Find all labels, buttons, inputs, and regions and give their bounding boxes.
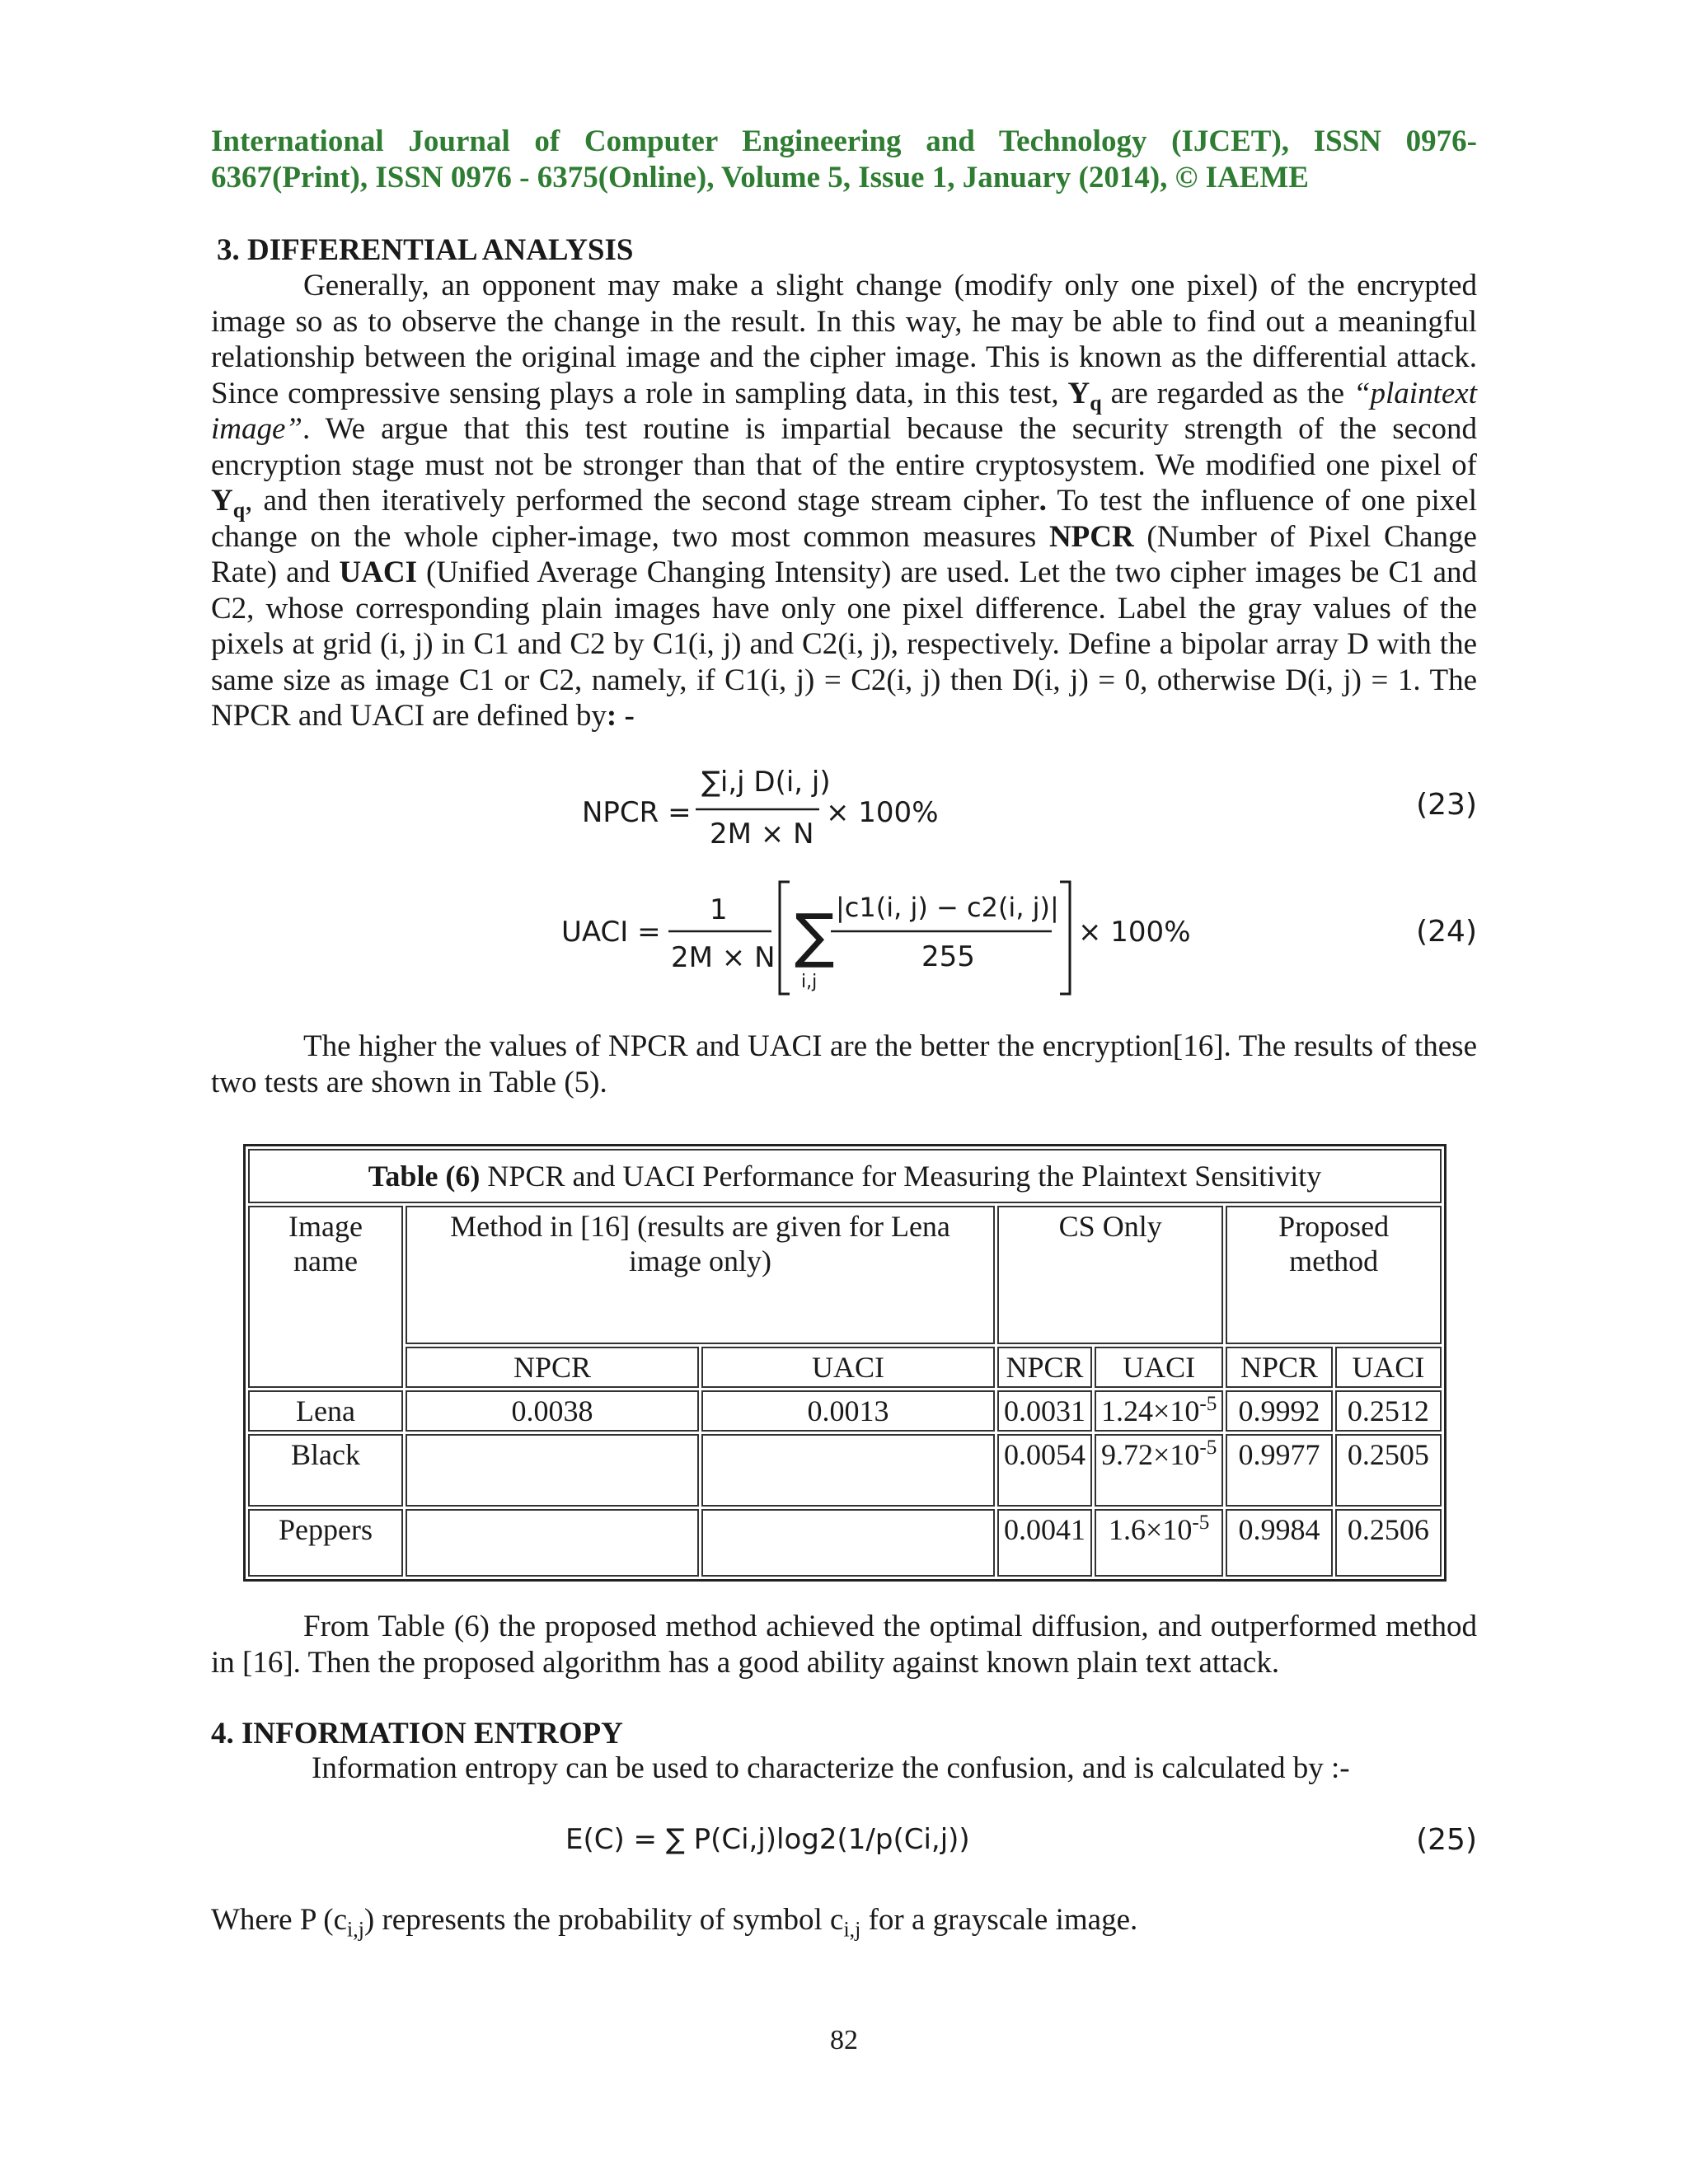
eq25-formula: E(C) = ∑ P(Ci,j)log2(1/p(Ci,j)) xyxy=(565,1823,970,1856)
sub-npcr-cs: NPCR xyxy=(997,1347,1092,1388)
eq24-numerator2: |c1(i, j) − c2(i, j)| xyxy=(836,892,1059,923)
col-cs-only: CS Only xyxy=(997,1206,1223,1344)
eq24-sigma-subscript: i,j xyxy=(801,972,818,992)
sub-uaci-proposed: UACI xyxy=(1335,1347,1442,1388)
eq23-denominator: 2M × N xyxy=(710,818,814,851)
eq24-rhs: × 100% xyxy=(1078,916,1191,949)
eq24-right-bracket xyxy=(1060,882,1070,994)
equation-25 xyxy=(211,1813,1477,1871)
eq25-number: (25) xyxy=(1416,1823,1477,1857)
eq24-left-bracket xyxy=(780,882,790,994)
equation-24 xyxy=(211,874,1477,997)
section-heading-entropy: 4. INFORMATION ENTROPY xyxy=(211,1717,623,1750)
equation-23-figure xyxy=(211,758,1477,865)
paragraph-table-conclusion: From Table (6) the proposed method achieved the optimal diffusion, and outperformed method in [16]. Then the proposed algorithm has a good ability against known plain text attack. xyxy=(211,1610,1477,1680)
sub-uaci-cs: UACI xyxy=(1095,1347,1223,1388)
col-proposed: Proposed method xyxy=(1226,1206,1442,1344)
eq23-numerator: ∑i,j D(i, j) xyxy=(701,766,831,799)
eq24-number: (24) xyxy=(1416,915,1477,949)
journal-header xyxy=(211,124,1477,196)
eq24-sigma: ∑ xyxy=(795,901,835,970)
sub-npcr-method16: NPCR xyxy=(406,1347,699,1388)
table-row: Lena 0.0038 0.0013 0.0031 $1.24\times 10^{-5}$ 0.9992 0.2512 xyxy=(248,1390,1442,1432)
equation-24-figure xyxy=(211,874,1477,997)
eq23-lhs: NPCR = xyxy=(582,796,692,829)
paragraph-entropy: Information entropy can be used to characterize the confusion, and is calculated by :- xyxy=(312,1751,1350,1785)
equation-23 xyxy=(211,758,1477,865)
eq24-numerator1: 1 xyxy=(710,893,728,926)
paragraph-where: Where P $(c_{i,j})$ represents the probability of symbol $c_{i,j}$ for a grayscale image. xyxy=(211,1903,1138,1942)
eq23-number: (23) xyxy=(1416,788,1477,822)
table-caption: Table (6) NPCR and UACI Performance for Measuring the Plaintext Sensitivity xyxy=(248,1149,1442,1203)
page-number: 82 xyxy=(830,2025,858,2055)
sub-uaci-method16: UACI xyxy=(701,1347,995,1388)
journal-header-line1: International Journal of Computer Engineering and Technology (IJCET), ISSN 0976- xyxy=(211,124,1477,158)
paragraph-results-intro: The higher the values of NPCR and UACI are the better the encryption[16]. The results of these two tests are shown in Table (5). xyxy=(211,1029,1477,1099)
table-row: Peppers 0.0041 $1.6\times 10^{-5}$ 0.9984 0.2506 xyxy=(248,1509,1442,1577)
table-row: Black 0.0054 $9.72\times 10^{-5}$ 0.9977 0.2505 xyxy=(248,1434,1442,1507)
col-method16: Method in [16] (results are given for Lena image only) xyxy=(406,1206,995,1344)
eq24-denominator1: 2M × N xyxy=(671,941,776,974)
journal-header-line2: 6367(Print), ISSN 0976 - 6375(Online), Volume 5, Issue 1, January (2014), © IAEME xyxy=(211,161,1309,194)
section-heading-differential: 3. DIFFERENTIAL ANALYSIS xyxy=(217,233,634,267)
col-image-name: Image name xyxy=(248,1206,403,1388)
eq24-lhs: UACI = xyxy=(561,916,661,949)
eq23-rhs: × 100% xyxy=(826,796,939,829)
sub-npcr-proposed: NPCR xyxy=(1226,1347,1332,1388)
eq24-denominator2: 255 xyxy=(921,940,975,973)
paragraph-differential: Generally, an opponent may make a slight change (modify only one pixel) of the encrypted image so as to observe the change in the result. In this way, he may be able to find out a meaningful relationship between the original image and the cipher image. This is known as the differential attack. Since compressive sensing plays a role in sampling data, in this test, $Y_q$ are regarded as the “plaintext image”. We argue that this test routine is impartial because the security strength of the second encryption stage must not be stronger than that of the entire cryptosystem. We modified one pixel of $Y_q$, and then iteratively performed the second stage stream cipher. To test the influence of one pixel change on the whole cipher-image, two most common measures NPCR (Number of Pixel Change Rate) and UACI (Unified Average Changing Intensity) are used. Let the two cipher images be C1 and C2, whose corresponding plain images have only one pixel difference. Label the gray values of the pixels at grid (i, j) in C1 and C2 by C1(i, j) and C2(i, j), respectively. Define a bipolar array D with the same size as image C1 or C2, namely, if C1(i, j) = C2(i, j) then D(i, j) = 0, otherwise D(i, j) = 1. The NPCR and UACI are defined by: - xyxy=(211,269,1477,733)
table-6 xyxy=(243,1144,1447,1582)
